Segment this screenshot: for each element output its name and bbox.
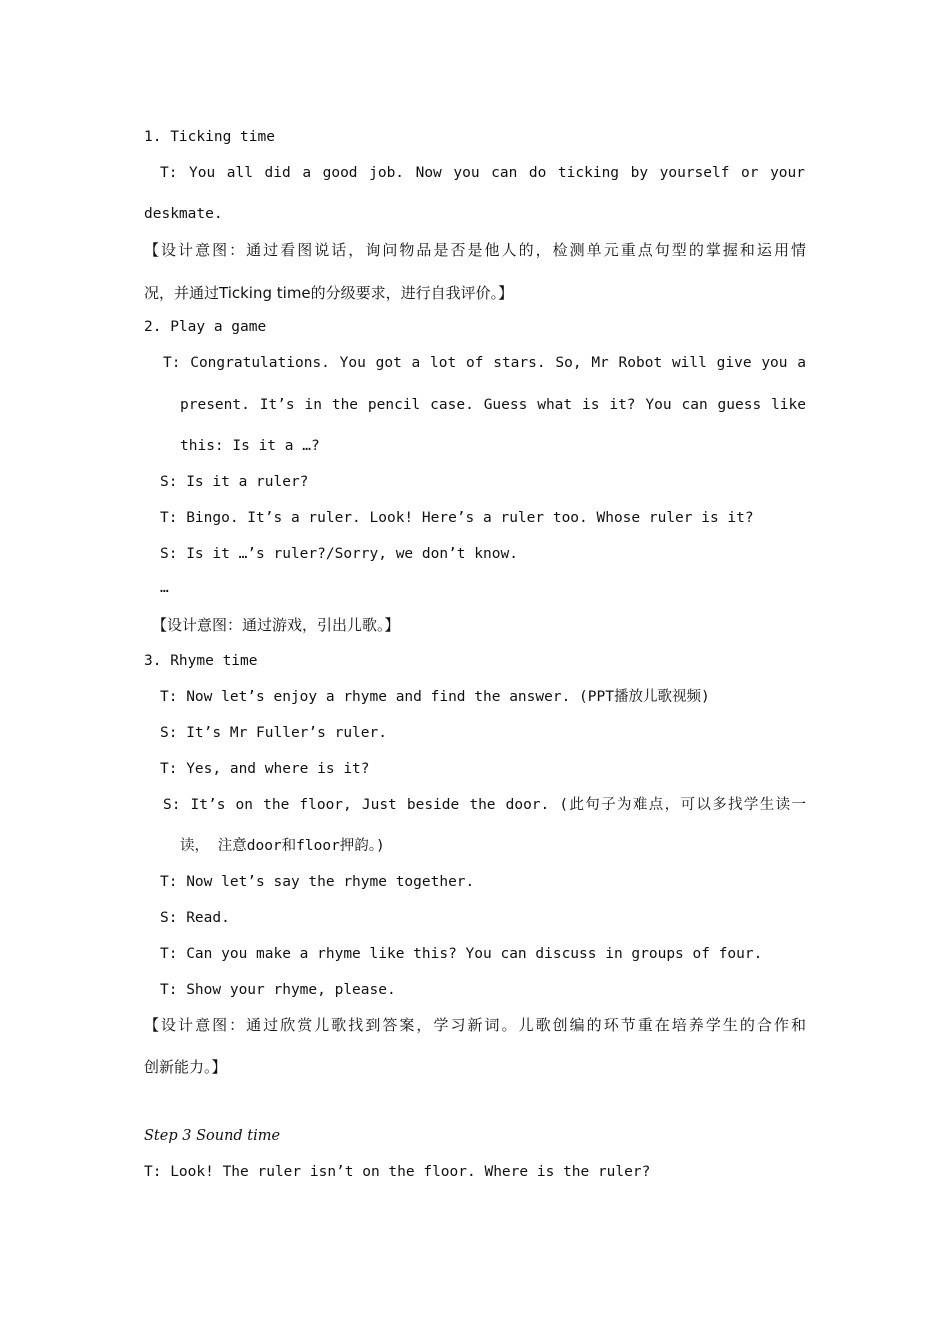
teacher-line: T: Bingo. It’s a ruler. Look! Here’s a ruler too. Whose ruler is it? — [160, 510, 754, 526]
teacher-line-continued: this: Is it a …? — [180, 438, 320, 454]
design-note: 【设计意图：通过欣赏儿歌找到答案，学习新词。儿歌创编的环节重在培养学生的合作和 — [144, 1016, 806, 1034]
student-line: S: It’s on the floor, Just beside the door. (此句子为难点，可以多找学生读一 — [163, 797, 806, 813]
design-note: 【设计意图：通过看图说话，询问物品是否是他人的，检测单元重点句型的掌握和运用情 — [144, 241, 806, 259]
teacher-line: T: Show your rhyme, please. — [160, 982, 396, 998]
section-heading-play-a-game: 2. Play a game — [144, 319, 267, 335]
section-heading-ticking-time: 1. Ticking time — [144, 129, 275, 145]
teacher-line: T: Can you make a rhyme like this? You can discuss in groups of four. — [160, 946, 763, 962]
student-line-continued: 读， 注意door和floor押韵。) — [180, 838, 385, 854]
teacher-line: T: Look! The ruler isn’t on the floor. Where is the ruler? — [144, 1164, 651, 1180]
design-note: 【设计意图：通过游戏，引出儿歌。】 — [152, 616, 400, 634]
teacher-line: T: Congratulations. You got a lot of stars. So, Mr Robot will give you a — [163, 355, 806, 371]
student-line: S: It’s Mr Fuller’s ruler. — [160, 725, 387, 741]
teacher-line: T: Yes, and where is it? — [160, 761, 370, 777]
student-line: S: Read. — [160, 910, 230, 926]
design-note-continued: 况，并通过Ticking time的分级要求，进行自我评价。】 — [144, 284, 514, 302]
step-heading-sound-time: Step 3 Sound time — [144, 1128, 281, 1144]
teacher-line: T: Now let’s say the rhyme together. — [160, 874, 475, 890]
ellipsis: … — [160, 580, 169, 596]
design-note-continued: 创新能力。】 — [144, 1058, 227, 1076]
section-heading-rhyme-time: 3. Rhyme time — [144, 653, 258, 669]
teacher-line-continued: present. It’s in the pencil case. Guess what is it? You can guess like — [180, 397, 806, 413]
teacher-line-continued: deskmate. — [144, 206, 223, 222]
student-line: S: Is it …’s ruler?/Sorry, we don’t know. — [160, 546, 518, 562]
student-line: S: Is it a ruler? — [160, 474, 309, 490]
teacher-line: T: Now let’s enjoy a rhyme and find the answer. (PPT播放儿歌视频) — [160, 689, 710, 705]
teacher-line: T: You all did a good job. Now you can do ticking by yourself or your — [160, 165, 805, 181]
